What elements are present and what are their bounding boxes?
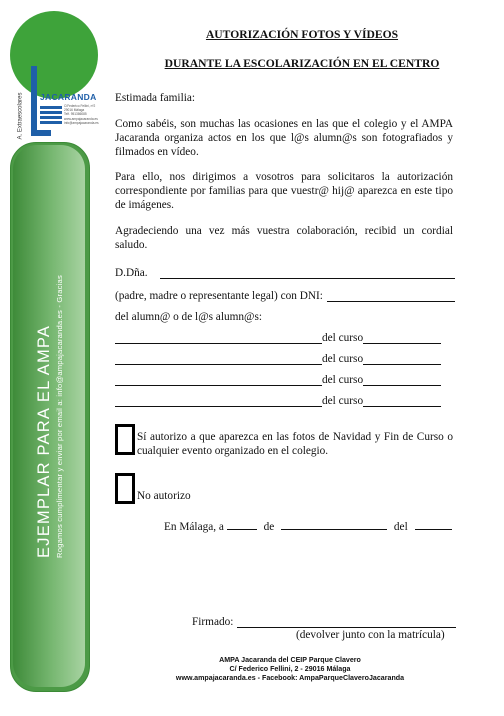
student-name-field[interactable] bbox=[115, 374, 322, 386]
logo-stripes bbox=[40, 106, 62, 126]
students-field-label: del alumn@ o de l@s alumn@s: bbox=[115, 311, 262, 323]
footer-line-2: C/ Federico Fellini, 2 - 29016 Málaga bbox=[229, 664, 351, 673]
return-note: (devolver junto con la matrícula) bbox=[296, 629, 445, 641]
sidebar-title: EJEMPLAR PARA EL AMPA bbox=[34, 324, 53, 558]
paragraph-2: Para ello, nos dirigimos a vosotros para solicitaros la autorización correspondiente por familias para que vuestr@ hij@ aparezca en este tipo de imágenes. bbox=[115, 171, 453, 211]
student-name-field[interactable] bbox=[115, 332, 322, 344]
dni-field[interactable] bbox=[327, 290, 455, 302]
name-field-row bbox=[115, 265, 455, 279]
footer-line-3: www.ampajacaranda.es - Facebook: AmpaParqueClaveroJacaranda bbox=[175, 673, 405, 682]
name-field-label: D.Dña. bbox=[115, 267, 148, 279]
signature-field[interactable] bbox=[237, 616, 456, 628]
course-label: del curso bbox=[322, 332, 364, 344]
dni-field-row bbox=[115, 288, 455, 302]
student-course-field[interactable] bbox=[363, 353, 441, 365]
course-label: del curso bbox=[322, 395, 364, 407]
footer-line-1: AMPA Jacaranda del CEIP Parque Clavero bbox=[219, 656, 361, 664]
date-month-field[interactable] bbox=[281, 518, 387, 530]
students-label-row bbox=[115, 309, 455, 323]
paragraph-1: Como sabéis, son muchas las ocasiones en las que el colegio y el AMPA Jacaranda organiza actos en los que l@s alumn@s son fotografiados y filmados en vídeo. bbox=[115, 118, 453, 158]
course-label: del curso bbox=[322, 374, 364, 386]
paragraph-3: Agradeciendo una vez más vuestra colaboración, recibid un cordial saludo. bbox=[115, 225, 453, 251]
authorize-option-text: Sí autorizo a que aparezca en las fotos de Navidad y Fin de Curso o cualquier evento organizado en el colegio. bbox=[137, 431, 453, 457]
signature-label: Firmado: bbox=[192, 616, 234, 628]
logo-vertical-text: A. Extraescolares bbox=[18, 92, 24, 140]
document-subtitle: DURANTE LA ESCOLARIZACIÓN EN EL CENTRO bbox=[164, 57, 440, 70]
course-label: del curso bbox=[322, 353, 364, 365]
authorize-checkbox[interactable] bbox=[115, 424, 135, 455]
logo-letter-j-foot bbox=[31, 130, 51, 136]
signature-row bbox=[192, 614, 456, 628]
student-course-field[interactable] bbox=[363, 332, 441, 344]
student-name-field[interactable] bbox=[115, 353, 322, 365]
student-row bbox=[115, 372, 445, 386]
document-title: AUTORIZACIÓN FOTOS Y VÍDEOS bbox=[205, 28, 399, 41]
student-name-field[interactable] bbox=[115, 395, 322, 407]
date-place-label: En Málaga, a bbox=[164, 521, 224, 533]
not-authorize-option-text: No autorizo bbox=[137, 490, 191, 502]
sidebar-text bbox=[13, 145, 85, 687]
name-field[interactable] bbox=[160, 267, 455, 279]
date-de-label: de bbox=[263, 521, 275, 533]
date-year-field[interactable] bbox=[415, 518, 452, 530]
date-day-field[interactable] bbox=[227, 518, 257, 530]
student-row bbox=[115, 330, 445, 344]
logo-address: C/Federico Fellini, nº2 29016 Málaga Telf. 951386085 www.ampajacaranda.es info@ampajacaranda.es bbox=[64, 104, 99, 125]
logo-name: JACARANDA bbox=[40, 92, 97, 102]
dni-field-label: (padre, madre o representante legal) con DNI: bbox=[115, 290, 323, 302]
student-row bbox=[115, 351, 445, 365]
sidebar-subtitle: Rogamos cumplimentar y enviar por email a: info@ampajacaranda.es - Gracias bbox=[54, 274, 64, 558]
student-course-field[interactable] bbox=[363, 374, 441, 386]
not-authorize-checkbox[interactable] bbox=[115, 473, 135, 504]
date-del-label: del bbox=[393, 521, 408, 533]
student-row bbox=[115, 393, 445, 407]
footer bbox=[120, 656, 460, 682]
date-line bbox=[164, 518, 464, 534]
student-course-field[interactable] bbox=[363, 395, 441, 407]
greeting: Estimada familia: bbox=[115, 92, 195, 104]
